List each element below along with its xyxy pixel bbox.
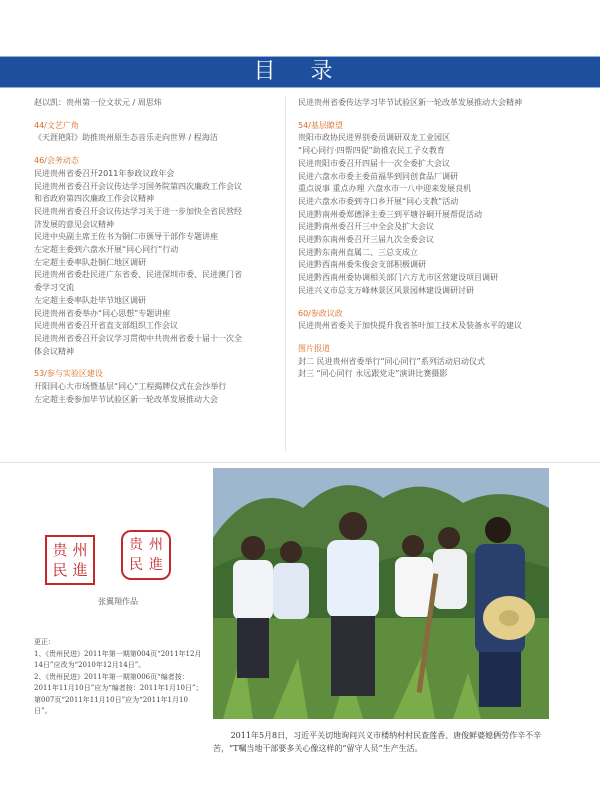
toc-section-heading: 54/基层瞭望 [298,120,343,130]
toc-entry: 民进黔西南州委协调相关部门六方尤市区营建设项目调研 [298,273,498,283]
toc-entry: 民进贵州省委传达学习毕节试验区新一轮改革发展推动大会精神 [298,98,522,107]
photo-scene [213,468,549,719]
toc-entry: 民进贵州省委举办“同心思想”专题讲座 [34,308,171,318]
toc-entry: 民进贵州省委召开会议学习贯彻中共贵州省委十届十一次全 [34,333,242,343]
toc-section-heading: 图片报道 [298,343,330,353]
toc-entry: 民进贵州省委召开省直支部组织工作会议 [34,321,178,331]
toc-entry: 重点说事 重点办理 六盘水市一八中迎来发展良机 [298,184,472,194]
errata-line: 更正： [34,638,55,646]
toc-entry: 民进黔西南州委朱俊会支部积极调研 [298,260,426,270]
seal-char: 民 [52,561,68,579]
toc-spacer [34,145,286,151]
toc-entry: “同心同行·四帮四促”助推农民工子女教育 [298,146,445,156]
toc-spacer [34,110,286,116]
toc-section-heading: 53/参与实验区建设 [34,369,103,379]
toc-entry: 体会议精神 [34,346,74,356]
toc-spacer [298,110,566,116]
seal-char: 民 [129,557,143,573]
column-divider [285,97,286,452]
toc-entry: 民进贵州省委召开会议传达学习国务院第四次廉政工作会议 [34,181,242,191]
seal-char: 州 [72,541,88,559]
toc-spacer [298,298,566,304]
errata-line: 1、《贵州民进》2011年第一期第004页“2011年12月14日”应改为“2010年12月14日”。 [34,649,202,669]
toc-entry: 民进黔东南州直属二、三总支成立 [298,247,418,257]
toc-spacer [298,333,566,339]
toc-left-column [34,97,286,406]
toc-section-heading: 46/会务动态 [34,156,79,166]
seal-stamp-square [45,535,95,585]
toc-entry: 左定超主委率队赴铜仁地区调研 [34,257,146,267]
errata-line: 2、《贵州民进》2011年第一期第006页“编者按：2011年11月10日”应为“编者按：2011年1月10日”；第007页“2011年11月10日”应为“2011年1月10日”。 [34,672,203,715]
toc-entry: 封二 民进贵州省委举行“同心同行”系列活动启动仪式 [298,356,485,366]
seal-char: 贵 [129,537,143,553]
toc-entry: 左定超主委到六盘水开展“同心同行”行动 [34,245,179,255]
toc-entry: 民进黔南州委召开三中全会及扩大会议 [298,222,434,232]
toc-section-heading: 60/参政议政 [298,308,343,318]
toc-entry: 左定超主委率队赴毕节地区调研 [34,295,146,305]
toc-entry: 和省政府第四次廉政工作会议精神 [34,194,154,204]
toc-entry: 民进贵州省委赴民进广东省委、民进深圳市委、民进澳门省 [34,270,242,280]
seal-char: 州 [149,537,163,553]
toc-entry: 民进贵州省委召开2011年参政议政年会 [34,168,175,178]
artist-credit: 张翼翔作品 [98,597,138,606]
section-divider [0,462,600,463]
toc-entry: 封三 “同心同行 永远跟党走”演讲比赛摄影 [298,369,448,379]
toc-right-column [298,97,566,381]
toc-entry: 民进兴义市总支万峰林景区风景园林建设调研讨研 [298,285,474,295]
toc-entry: 民进贵州省委关于加快提升我省茶叶加工技术及装备水平的建议 [298,321,522,331]
toc-entry: 左定超主委参加毕节试验区新一轮改革发展推动大会 [34,394,218,404]
toc-entry: 开阳同心大市场暨基层“同心”工程揭牌仪式在会沙举行 [34,382,227,392]
toc-entry: 济发展的意见会议精神 [34,219,114,229]
seal-char: 贵 [52,541,68,559]
toc-entry: 民进六盘水市委主委苗福华到同创食品厂调研 [298,171,458,181]
toc-entry: 民进贵阳市委召开四届十一次全委扩大会议 [298,158,450,168]
toc-entry: 赵以凯：贵州第一位文状元 / 周思炜 [34,98,162,107]
toc-entry: 民进六盘水市委到寺口乡开展“同心支教”活动 [298,196,459,206]
toc-entry: 委学习交流 [34,283,74,293]
caption-text: 2011年5月8日，习近平关切地询问兴义市楼纳村村民查莲香、唐俊鲜婆媳俩劳作辛不辛苦，“T嘱当地干部要多关心像这样的“留守人员”生产生活。 [213,731,542,753]
toc-entry: 民进黔南州委郑德泽主委三到平塘谷硐开展帮促活动 [298,209,482,219]
toc-section-heading: 44/文艺广角 [34,120,79,130]
header-bar [0,56,600,88]
photo-caption [213,729,553,755]
seal-stamp-rounded [121,530,171,580]
page-title: 目 录 [253,59,347,84]
toc-spacer [34,358,286,364]
toc-entry: 民进黔东南州委召开三届九次全委会议 [298,235,434,245]
news-photo [213,468,549,719]
errata-notice [34,637,204,718]
toc-entry: 民进贵州省委召开会议传达学习关于进一步加快全省民营经 [34,206,242,216]
seal-char: 進 [72,561,88,579]
toc-entry: 贵阳市政协民进界别委员调研双龙工业园区 [298,133,450,143]
toc-entry: 《天涯艳阳》助推贵州原生态音乐走向世界 / 程海洁 [34,133,218,143]
seal-char: 進 [149,557,163,573]
toc-entry: 民进中央副主席王佐书为铜仁市颁导干部作专题讲座 [34,232,218,242]
